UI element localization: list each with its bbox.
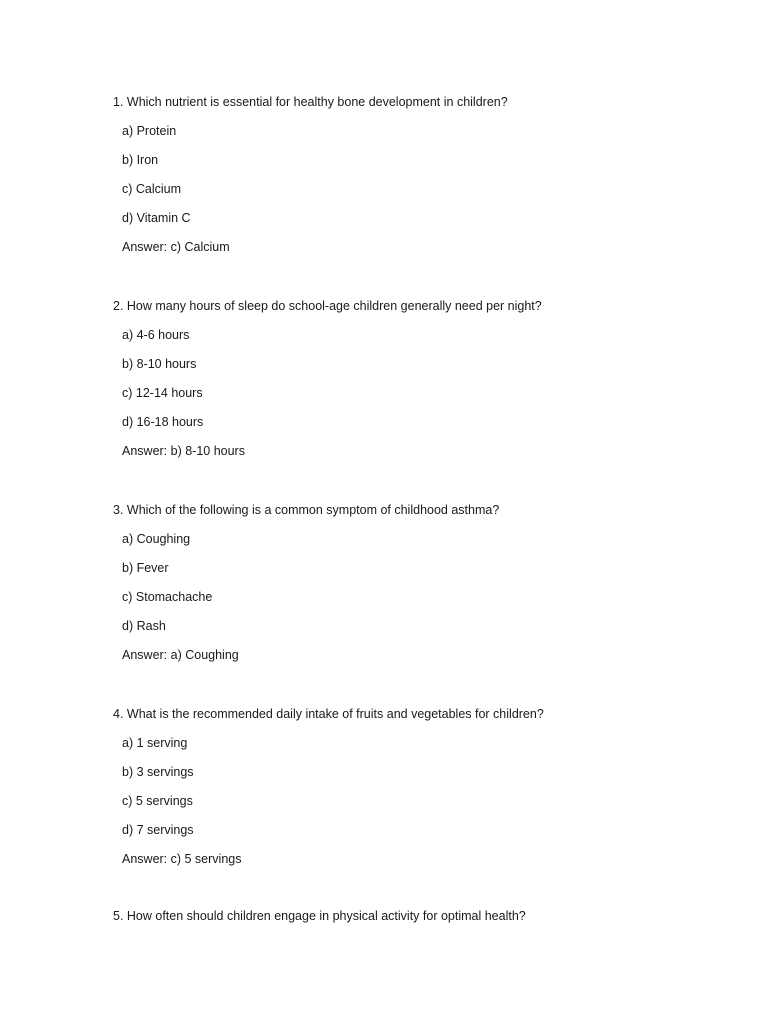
answer-line: Answer: a) Coughing: [122, 648, 239, 662]
option-d: d) 16-18 hours: [122, 415, 204, 429]
question-text: 2. How many hours of sleep do school-age children generally need per night?: [113, 299, 542, 313]
option-d: d) Rash: [122, 619, 166, 633]
option-b: b) 3 servings: [122, 765, 194, 779]
option-b: b) Fever: [122, 561, 169, 575]
answer-line: Answer: c) Calcium: [122, 240, 230, 254]
answer-line: Answer: c) 5 servings: [122, 852, 242, 866]
option-a: a) Protein: [122, 124, 177, 138]
question-3: [113, 502, 713, 676]
option-c: c) 5 servings: [122, 794, 193, 808]
question-text: 3. Which of the following is a common symptom of childhood asthma?: [113, 503, 500, 517]
option-c: c) Calcium: [122, 182, 182, 196]
option-a: a) Coughing: [122, 532, 191, 546]
option-d: d) 7 servings: [122, 823, 194, 837]
option-a: a) 1 serving: [122, 736, 188, 750]
answer-line: Answer: b) 8-10 hours: [122, 444, 245, 458]
option-a: a) 4-6 hours: [122, 328, 190, 342]
question-1: [113, 94, 713, 268]
question-text: 1. Which nutrient is essential for healthy bone development in children?: [113, 95, 508, 109]
question-text: 5. How often should children engage in physical activity for optimal health?: [113, 909, 526, 923]
question-2: [113, 298, 713, 472]
question-5: [113, 908, 713, 937]
option-c: c) 12-14 hours: [122, 386, 203, 400]
option-d: d) Vitamin C: [122, 211, 191, 225]
question-text: 4. What is the recommended daily intake of fruits and vegetables for children?: [113, 707, 544, 721]
question-4: [113, 706, 713, 880]
option-b: b) 8-10 hours: [122, 357, 197, 371]
option-c: c) Stomachache: [122, 590, 213, 604]
option-b: b) Iron: [122, 153, 159, 167]
